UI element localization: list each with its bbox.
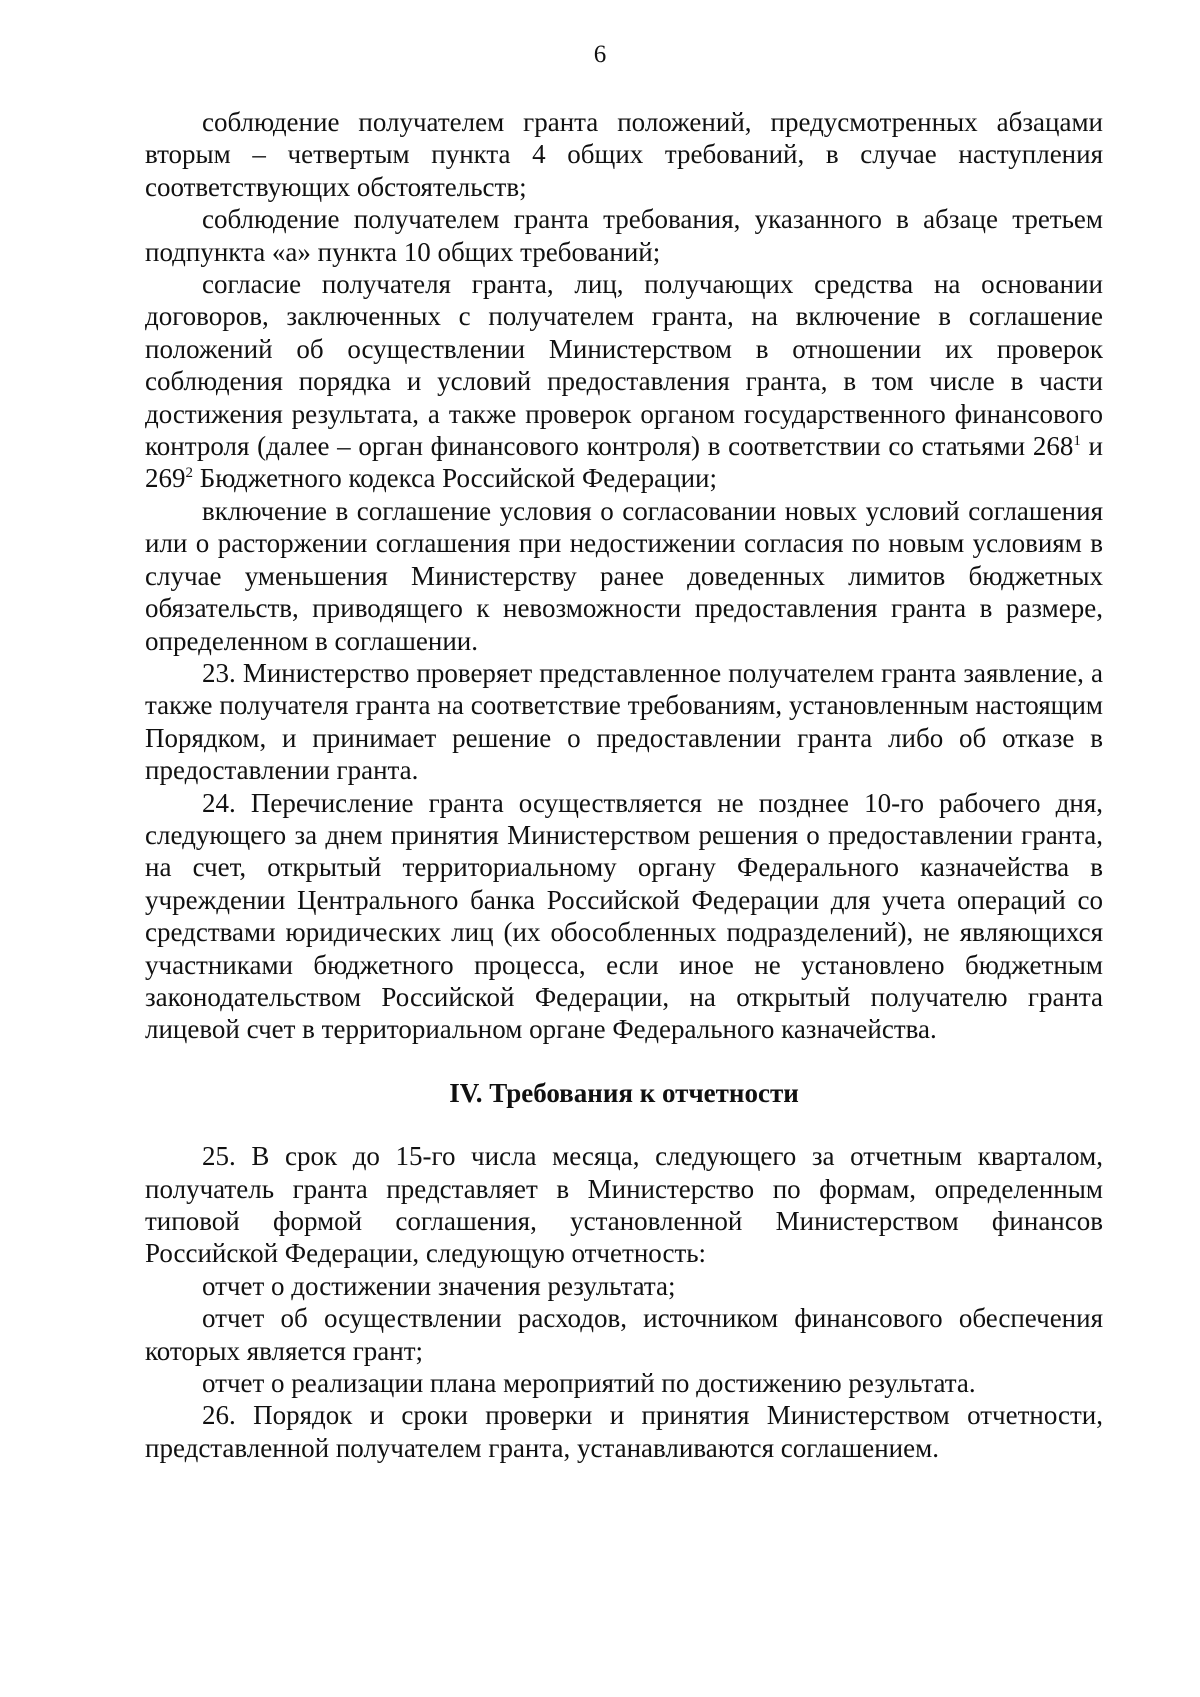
- paragraph-report-expenses: отчет об осуществлении расходов, источником финансового обеспечения которых является грант;: [145, 1303, 1103, 1366]
- paragraph-report-plan: отчет о реализации плана мероприятий по достижению результата.: [202, 1368, 976, 1399]
- paragraph-24: 24. Перечисление гранта осуществляется не позднее 10-го рабочего дня, следующего за днем принятия Министерством решения о предоставлении гранта, на счет, открытый территориальному органу Федерального казначейства в учреждении Центрального банка Российской Федерации для учета операций со средствами юридических лиц (их обособленных подразделений), не являющихся участниками бюджетного процесса, если иное не установлено бюджетным законодательством Российской Федерации, на открытый получателю гранта лицевой счет в территориальном органе Федерального казначейства.: [145, 787, 1103, 1045]
- paragraph-25: 25. В срок до 15-го числа месяца, следующего за отчетным кварталом, получатель гранта представляет в Министерство по формам, определенным типовой формой соглашения, установленной Министерством финансов Российской Федерации, следующую отчетность:: [145, 1141, 1103, 1269]
- consent-text-after: Бюджетного кодекса Российской Федерации;: [193, 463, 717, 494]
- paragraph-23: 23. Министерство проверяет представленное получателем гранта заявление, а также получателя гранта на соответствие требованиям, установленным настоящим Порядком, и принимает решение о предоставлении гранта либо об отказе в предоставлении гранта.: [145, 657, 1103, 786]
- consent-text-middle: и 269: [145, 431, 1103, 494]
- page-number: 6: [593, 41, 607, 68]
- superscript-2: 2: [185, 465, 193, 482]
- superscript-1: 1: [1073, 433, 1081, 450]
- paragraph-26: 26. Порядок и сроки проверки и принятия Министерством отчетности, представленной получателем гранта, устанавливаются соглашением.: [145, 1400, 1103, 1463]
- paragraph-compliance-requirement: соблюдение получателем гранта требования, указанного в абзаце третьем подпункта «а» пункта 10 общих требований;: [145, 204, 1103, 267]
- paragraph-agreement-conditions: включение в соглашение условия о согласовании новых условий соглашения или о расторжении соглашения при недостижении согласия по новым условиям в случае уменьшения Министерству ранее доведенных лимитов бюджетных обязательств, приводящего к невозможности предоставления гранта в размере, определенном в соглашении.: [145, 495, 1103, 656]
- paragraph-consent-inspections: [145, 268, 1103, 495]
- consent-text-before: согласие получателя гранта, лиц, получающих средства на основании договоров, заключенных с получателем гранта, на включение в соглашение положений об осуществлении Министерством в отношении их проверок соблюдения порядка и условий предоставления гранта, в том числе в части достижения результата, а также проверок органом государственного финансового контроля (далее – орган финансового контроля) в соответствии со статьями 268: [145, 269, 1103, 462]
- paragraph-compliance-provisions: соблюдение получателем гранта положений, предусмотренных абзацами вторым – четвертым пункта 4 общих требований, в случае наступления соответствующих обстоятельств;: [145, 107, 1103, 202]
- document-body: [145, 106, 1103, 1464]
- paragraph-report-result: отчет о достижении значения результата;: [202, 1270, 676, 1301]
- section-heading: IV. Требования к отчетности: [449, 1077, 799, 1108]
